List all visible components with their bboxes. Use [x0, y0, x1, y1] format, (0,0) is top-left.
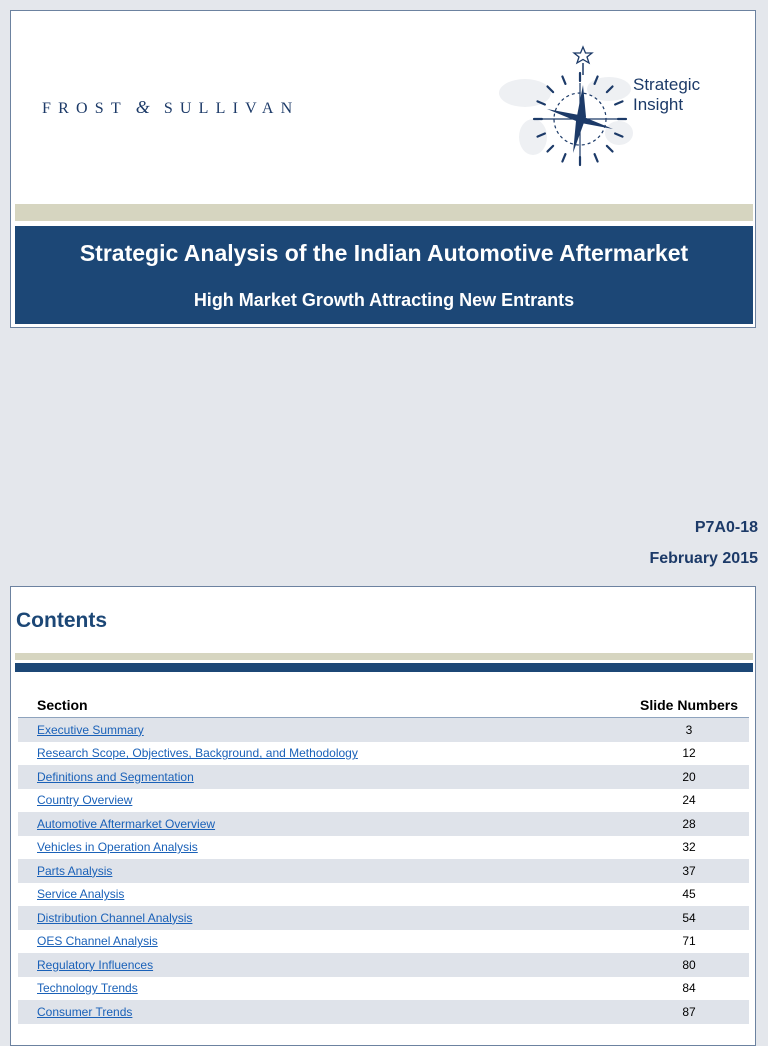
table-row — [18, 906, 749, 930]
section-link[interactable]: OES Channel Analysis — [37, 934, 158, 949]
slide-number: 32 — [629, 836, 749, 860]
section-cell — [18, 906, 629, 930]
title-band — [15, 226, 753, 324]
section-link[interactable]: Regulatory Influences — [37, 957, 154, 972]
table-row — [18, 718, 749, 742]
section-cell — [18, 718, 629, 742]
report-subtitle: High Market Growth Attracting New Entrants — [193, 290, 575, 310]
section-cell — [18, 812, 629, 836]
strategic-insight-logo: Strategic Insight — [633, 75, 701, 114]
section-cell — [18, 1000, 629, 1024]
section-cell — [18, 742, 629, 766]
section-cell — [18, 883, 629, 907]
table-row — [18, 765, 749, 789]
section-link[interactable]: Research Scope, Objectives, Background, and Methodology — [37, 746, 358, 761]
compass-icon — [487, 41, 647, 171]
slide-number: 12 — [629, 742, 749, 766]
table-row — [18, 789, 749, 813]
section-link[interactable]: Country Overview — [37, 793, 133, 808]
table-header-row — [18, 693, 749, 718]
frost-sullivan-logo: FROST & SULLIVAN — [42, 97, 300, 117]
table-row — [18, 883, 749, 907]
slide-number: 87 — [629, 1000, 749, 1024]
slide-number: 54 — [629, 906, 749, 930]
contents-slide — [10, 586, 756, 1046]
report-date: February 2015 — [649, 550, 758, 567]
slide-number: 3 — [629, 718, 749, 742]
table-row — [18, 836, 749, 860]
table-row — [18, 930, 749, 954]
slide-number: 71 — [629, 930, 749, 954]
section-link[interactable]: Automotive Aftermarket Overview — [37, 816, 216, 831]
table-row — [18, 812, 749, 836]
report-code: P7A0-18 — [694, 519, 758, 536]
table-row — [18, 953, 749, 977]
slide-number: 84 — [629, 977, 749, 1001]
contents-heading: Contents — [16, 609, 107, 632]
column-header-slide-numbers: Slide Numbers — [629, 693, 749, 718]
section-link[interactable]: Technology Trends — [37, 981, 138, 996]
slide-number: 80 — [629, 953, 749, 977]
section-cell — [18, 859, 629, 883]
section-link[interactable]: Service Analysis — [37, 887, 125, 902]
section-cell — [18, 765, 629, 789]
table-row — [18, 1000, 749, 1024]
table-row — [18, 742, 749, 766]
slide-number: 24 — [629, 789, 749, 813]
section-link[interactable]: Distribution Channel Analysis — [37, 910, 193, 925]
contents-accent-bar — [15, 653, 753, 660]
table-row — [18, 977, 749, 1001]
section-link[interactable]: Executive Summary — [37, 722, 144, 737]
slide-number: 20 — [629, 765, 749, 789]
slide-number: 45 — [629, 883, 749, 907]
table-row — [18, 859, 749, 883]
section-cell — [18, 977, 629, 1001]
section-link[interactable]: Vehicles in Operation Analysis — [37, 840, 198, 855]
section-cell — [18, 789, 629, 813]
section-cell — [18, 953, 629, 977]
column-header-section: Section — [18, 693, 629, 718]
slide-number: 28 — [629, 812, 749, 836]
slide-number: 37 — [629, 859, 749, 883]
section-link[interactable]: Parts Analysis — [37, 863, 113, 878]
section-link[interactable]: Consumer Trends — [37, 1004, 133, 1019]
cover-slide — [10, 10, 756, 328]
section-cell — [18, 836, 629, 860]
contents-rule — [15, 663, 753, 672]
section-link[interactable]: Definitions and Segmentation — [37, 769, 194, 784]
report-title: Strategic Analysis of the Indian Automotive Aftermarket — [79, 240, 689, 266]
cover-accent-bar — [15, 204, 753, 221]
section-cell — [18, 930, 629, 954]
contents-table — [18, 693, 749, 1024]
